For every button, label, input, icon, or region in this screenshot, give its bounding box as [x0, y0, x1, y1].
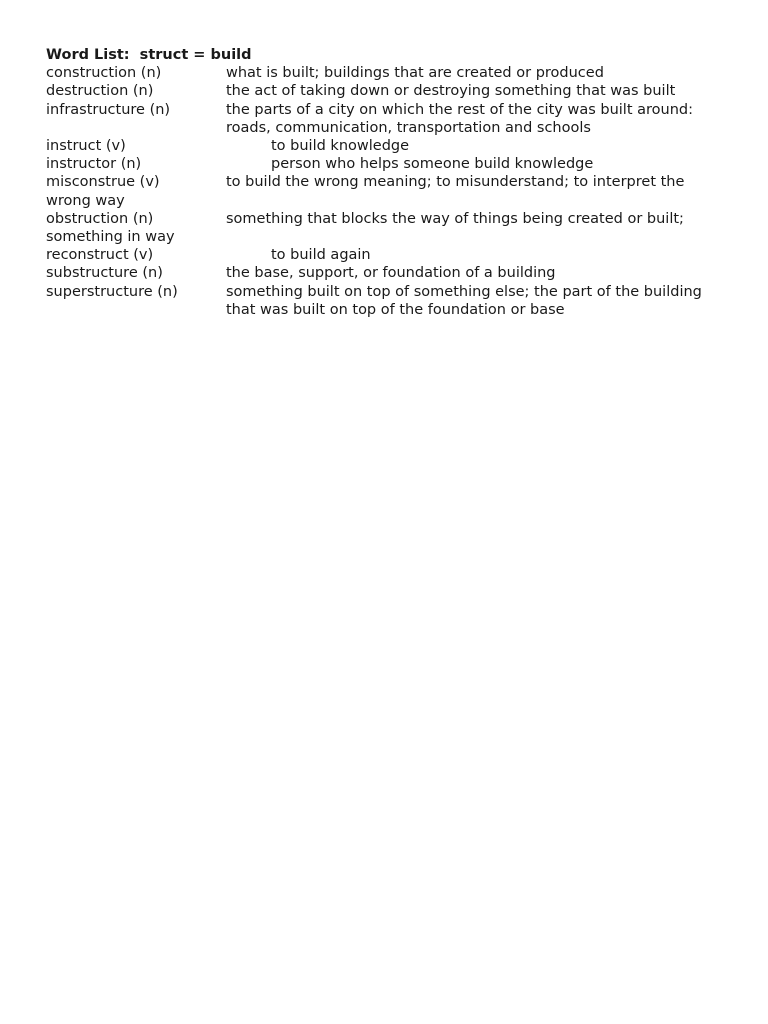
- entry-definition-continuation: roads, communication, transportation and schools: [226, 119, 591, 136]
- entry-definition: person who helps someone build knowledge: [271, 156, 594, 173]
- entry-term: instruct (v): [46, 138, 126, 155]
- entry-infrastructure: [46, 101, 736, 119]
- entry-definition-wrap: something in way: [46, 229, 175, 246]
- entry-term: instructor (n): [46, 156, 142, 173]
- entry-instruct: [46, 137, 736, 155]
- entry-term: obstruction (n): [46, 210, 154, 227]
- entry-definition-continuation: that was built on top of the foundation or base: [226, 301, 565, 318]
- entry-term: infrastructure (n): [46, 101, 171, 118]
- word-list-document: [46, 46, 736, 319]
- entry-reconstruct: [46, 246, 736, 264]
- entry-term: reconstruct (v): [46, 247, 154, 264]
- entry-construction: [46, 64, 736, 82]
- entry-term: misconstrue (v): [46, 174, 160, 191]
- entry-definition: something that blocks the way of things being created or built;: [226, 210, 684, 227]
- entry-superstructure: [46, 283, 736, 301]
- entry-definition: the parts of a city on which the rest of the city was built around:: [226, 101, 693, 118]
- entry-term: superstructure (n): [46, 283, 178, 300]
- entry-term: construction (n): [46, 65, 162, 82]
- entry-substructure: [46, 264, 736, 282]
- entry-definition: to build the wrong meaning; to misunderstand; to interpret the: [226, 174, 685, 191]
- entry-definition: to build again: [271, 247, 371, 264]
- entry-term: substructure (n): [46, 265, 163, 282]
- entry-obstruction: [46, 210, 736, 228]
- entry-definition-wrap: wrong way: [46, 192, 125, 209]
- entry-destruction: [46, 82, 736, 100]
- entry-term: destruction (n): [46, 83, 154, 100]
- entry-misconstrue: [46, 173, 736, 191]
- entry-definition: to build knowledge: [271, 138, 410, 155]
- entry-definition: the act of taking down or destroying something that was built: [226, 83, 676, 100]
- entry-definition: the base, support, or foundation of a building: [226, 265, 556, 282]
- entry-instructor: [46, 155, 736, 173]
- entry-definition: what is built; buildings that are created or produced: [226, 65, 604, 82]
- word-list-title: Word List: struct = build: [46, 47, 252, 63]
- entry-definition: something built on top of something else; the part of the building: [226, 283, 702, 300]
